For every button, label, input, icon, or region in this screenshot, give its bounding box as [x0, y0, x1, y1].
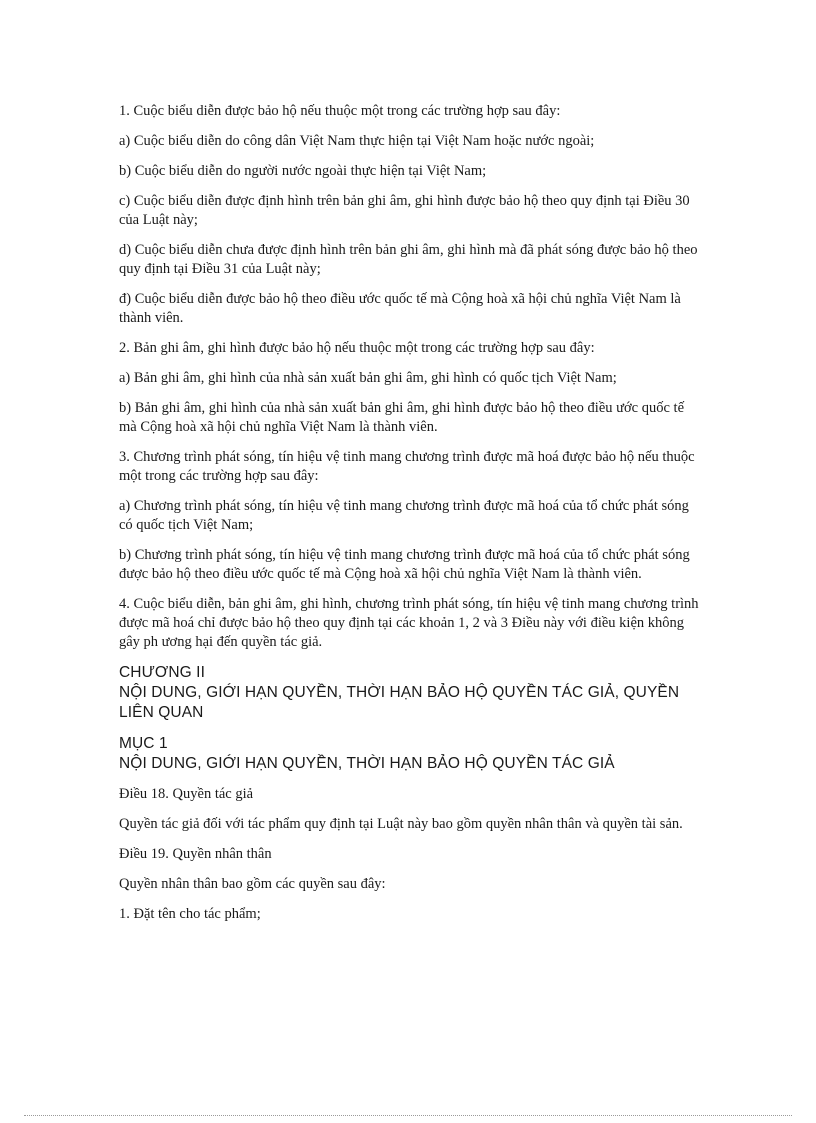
article-19-heading: Điều 19. Quyền nhân thân — [119, 846, 272, 862]
article-18-heading: Điều 18. Quyền tác giả — [119, 786, 254, 802]
chapter-heading — [119, 663, 699, 723]
article-19-intro: Quyền nhân thân bao gồm các quyền sau đây: — [119, 876, 386, 892]
section-title: NỘI DUNG, GIỚI HẠN QUYỀN, THỜI HẠN BẢO HỘ QUYỀN TÁC GIẢ — [119, 755, 615, 772]
section-label: MỤC 1 — [119, 735, 168, 752]
clause-1-paragraph: 1. Cuộc biểu diễn được bảo hộ nếu thuộc một trong các trường hợp sau đây: — [119, 103, 561, 119]
clause-3a-paragraph: a) Chương trình phát sóng, tín hiệu vệ tinh mang chương trình được mã hoá của tổ chức phát sóng có quốc tịch Việt Nam; — [119, 498, 689, 533]
clause-2a-paragraph: a) Bản ghi âm, ghi hình của nhà sản xuất bản ghi âm, ghi hình có quốc tịch Việt Nam; — [119, 370, 617, 386]
page-bottom-divider — [24, 1115, 792, 1116]
article-19-item-1: 1. Đặt tên cho tác phẩm; — [119, 906, 261, 922]
clause-1b-paragraph: b) Cuộc biểu diễn do người nước ngoài thực hiện tại Việt Nam; — [119, 163, 487, 179]
document-body — [119, 102, 699, 935]
clause-1d-paragraph: d) Cuộc biểu diễn chưa được định hình trên bản ghi âm, ghi hình mà đã phát sóng được bảo hộ theo quy định tại Điều 31 của Luật này; — [119, 242, 698, 277]
clause-3-paragraph: 3. Chương trình phát sóng, tín hiệu vệ tinh mang chương trình được mã hoá được bảo hộ nếu thuộc một trong các trường hợp sau đây: — [119, 449, 695, 484]
chapter-title: NỘI DUNG, GIỚI HẠN QUYỀN, THỜI HẠN BẢO HỘ QUYỀN TÁC GIẢ, QUYỀN LIÊN QUAN — [119, 684, 680, 721]
clause-2-paragraph: 2. Bản ghi âm, ghi hình được bảo hộ nếu thuộc một trong các trường hợp sau đây: — [119, 340, 595, 356]
article-18-body: Quyền tác giả đối với tác phẩm quy định tại Luật này bao gồm quyền nhân thân và quyền tài sản. — [119, 816, 683, 832]
clause-1dd-paragraph: đ) Cuộc biểu diễn được bảo hộ theo điều ước quốc tế mà Cộng hoà xã hội chủ nghĩa Việt Nam là thành viên. — [119, 291, 681, 326]
clause-4-paragraph: 4. Cuộc biểu diễn, bản ghi âm, ghi hình, chương trình phát sóng, tín hiệu vệ tinh mang chương trình được mã hoá chỉ được bảo hộ theo quy định tại các khoản 1, 2 và 3 Điều này với điều kiện không gây ph ương hại đến quyền tác giả. — [119, 596, 699, 650]
chapter-label: CHƯƠNG II — [119, 664, 205, 681]
clause-1c-paragraph: c) Cuộc biểu diễn được định hình trên bản ghi âm, ghi hình được bảo hộ theo quy định tại Điều 30 của Luật này; — [119, 193, 690, 228]
clause-3b-paragraph: b) Chương trình phát sóng, tín hiệu vệ tinh mang chương trình được mã hoá của tổ chức phát sóng được bảo hộ theo điều ước quốc tế mà Cộng hoà xã hội chủ nghĩa Việt Nam là thành viên. — [119, 547, 690, 582]
clause-2b-paragraph: b) Bản ghi âm, ghi hình của nhà sản xuất bản ghi âm, ghi hình được bảo hộ theo điều ước quốc tế mà Cộng hoà xã hội chủ nghĩa Việt Nam là thành viên. — [119, 400, 685, 435]
section-heading — [119, 734, 699, 774]
clause-1a-paragraph: a) Cuộc biểu diễn do công dân Việt Nam thực hiện tại Việt Nam hoặc nước ngoài; — [119, 133, 595, 149]
